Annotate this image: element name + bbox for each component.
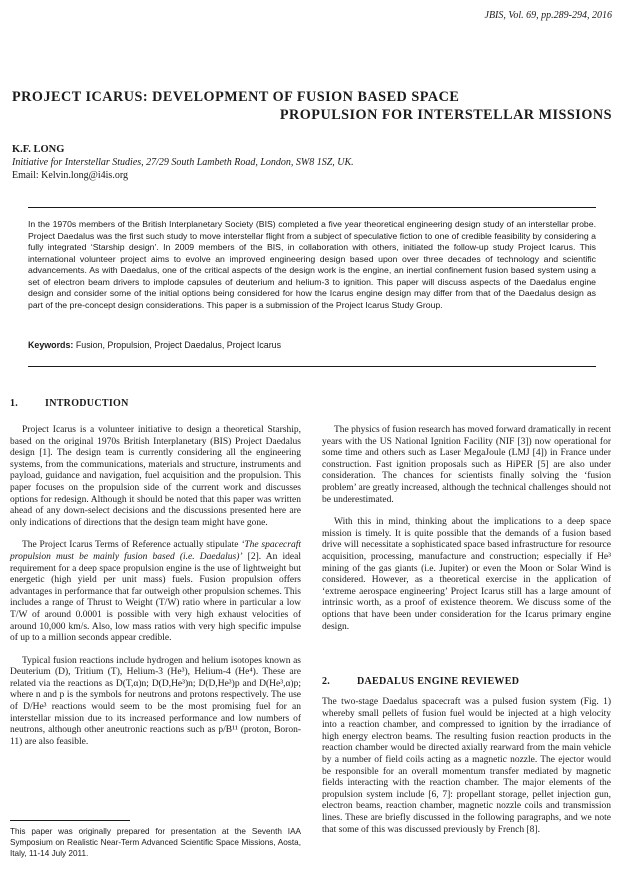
keywords	[28, 340, 281, 350]
intro-paragraph-3: Typical fusion reactions include hydrogen and helium isotopes known as Deuterium (D), Tritium (T), Helium-3 (He³), Helium-4 (He⁴). These are related via the reactions as D(T,α)n; D(D,He³)n; D(D,He³)p and D(He³,α)p; where n and p is the symbols for neutrons and protons respectively. The use of D/He³ reactions would seem to be the most promising fuel for an interstellar mission due to its increased performance and low numbers of neutrons, although other aneutronic reactions such as p/B¹¹ (proton, Boron-11) are also feasible.	[10, 655, 301, 747]
section-2-title: DAEDALUS ENGINE REVIEWED	[357, 676, 520, 687]
abstract-top-rule	[28, 207, 596, 208]
title-line-1: PROJECT ICARUS: DEVELOPMENT OF FUSION BASED SPACE	[12, 89, 460, 105]
intro-p2-rest: [2]. An ideal requirement for a deep space propulsion engine is the use of lightweight but energetic (high yield per unit mass) fuels. Fusion propulsion offers advantages in performance that far outweigh other propulsion schemes. This includes a range of Thrust to Weight (T/W) ratio where in particular a low T/W of around 0.0001 is possible with very high exhaust velocities of around 10,000 km/s. Also, low mass ratios with very high specific impulse of up to a million seconds appear credible.	[10, 551, 301, 644]
right-paragraph-2: With this in mind, thinking about the implications to a deep space mission is timely. It is quite possible that the demands of a fusion based drive will necessitate a sophisticated space based infrastructure for resource acquisition, processing, manufacture and construction; especially if He³ mining of the gas giants (i.e. Jupiter) or even the Moon or Solar Wind is considered. However, as a theoretical exercise in the application of ‘extreme aerospace engineering’ Project Icarus still has a large amount of intrinsic worth, as a proof of existence theorem. We discuss some of the options that have been under consideration for the Icarus primary engine design.	[322, 517, 611, 632]
section-1-number: 1.	[10, 398, 19, 409]
section-2-heading	[322, 676, 611, 687]
left-column	[10, 425, 301, 759]
author-name: K.F. LONG	[12, 144, 65, 155]
section-2-number: 2.	[322, 676, 331, 687]
section-1-title: INTRODUCTION	[45, 398, 129, 409]
intro-paragraph-2	[10, 540, 301, 644]
abstract-bottom-rule	[28, 366, 596, 367]
section-2-body	[322, 697, 611, 847]
journal-citation: JBIS, Vol. 69, pp.289-294, 2016	[484, 10, 612, 21]
terms-of-reference-quote: ‘The spacecraft propulsion must be mainly fusion based (i.e. Daedalus)’	[10, 540, 301, 562]
abstract: In the 1970s members of the British Interplanetary Society (BIS) completed a five year theoretical engineering design study of an interstellar probe. Project Daedalus was the first such study to move interstellar flight from a subject of speculative fiction to one of credible feasibility by considering a fully integrated ‘Starship design’. In 2009 members of the BIS, in collaboration with others, initiated the follow-up study Project Icarus. This international volunteer project aims to evolve an improved engineering design based upon over three decades of technology and scientific advancements. As with Daedalus, one of the critical aspects of the design work is the engine, an inertial confinement fusion based system using a set of electron beam drivers to implode capsules of deuterium and helium-3 to ignition. This paper will discuss aspects of the Daedalus engine design and consider some of the initial options being considered for how the Icarus engine design may differ from that of the Daedalus design as part of the pre-concept design considerations. This paper is a submission of the Project Icarus Study Group.	[28, 219, 596, 310]
title-line-2: PROPULSION FOR INTERSTELLAR MISSIONS	[279, 107, 612, 123]
right-paragraph-1: The physics of fusion research has moved forward dramatically in recent years with the US National Ignition Facility (NIF [3]) now operational for some time and others such as Laser MegaJoule (LMJ [4]) in France under construction. Fast ignition proposals such as HiPER [5] are also under consideration. The chances for scientists finally solving the ‘fusion problem’ are greatly increased, although the technical challenges should not be underestimated.	[322, 425, 611, 505]
author-affiliation: Initiative for Interstellar Studies, 27/29 South Lambeth Road, London, SW8 1SZ, UK.	[12, 157, 354, 168]
footnote-rule	[10, 820, 130, 821]
right-column	[322, 425, 611, 644]
paper-title	[12, 88, 612, 124]
intro-p2-lead: The Project Icarus Terms of Reference actually stipulate	[22, 540, 242, 551]
author-email: Email: Kelvin.long@i4is.org	[12, 170, 128, 181]
keywords-label: Keywords:	[28, 340, 74, 350]
intro-paragraph-1: Project Icarus is a volunteer initiative to design a theoretical Starship, based on the original 1970s British Interplanetary (BIS) Project Daedalus design [1]. The design team is currently considering all the engineering systems, from the communications, materials and structure, instruments and payload, guidance and navigation, fuel acquisition and the propulsion. This paper focuses on the propulsion side of the current work and discusses options for redesign. Although it should be noted that this paper was written ahead of any down-select decisions and the discussions presented here are only indications of directions that the design team might have gone.	[10, 425, 301, 528]
footnote: This paper was originally prepared for presentation at the Seventh IAA Symposium on Realistic Near-Term Advanced Scientific Space Missions, Aosta, Italy, 11-14 July 2011.	[10, 827, 301, 858]
daedalus-paragraph-1: The two-stage Daedalus spacecraft was a pulsed fusion system (Fig. 1) whereby small pellets of fusion fuel would be injected at a high velocity into a reaction chamber, and compressed to ignition by the irradiance of high energy electron beams. The resulting fusion reaction products in the reaction chamber would be directed axially rearward from the main vehicle by a number of field coils acting as a magnetic nozzle. The ejector would be responsible for an overall momentum transfer mediated by magnetic fields interacting with the reaction chamber. The major elements of the propulsion system include [6, 7]: propellant storage, pellet injection gun, electron beams, reaction chamber, magnetic nozzle coils and transmission lines. These are briefly discussed in the following paragraphs, and we note that some of this was discussed previously by French [8].	[322, 697, 611, 835]
keywords-text: Fusion, Propulsion, Project Daedalus, Project Icarus	[75, 340, 282, 350]
section-1-heading	[10, 398, 301, 409]
